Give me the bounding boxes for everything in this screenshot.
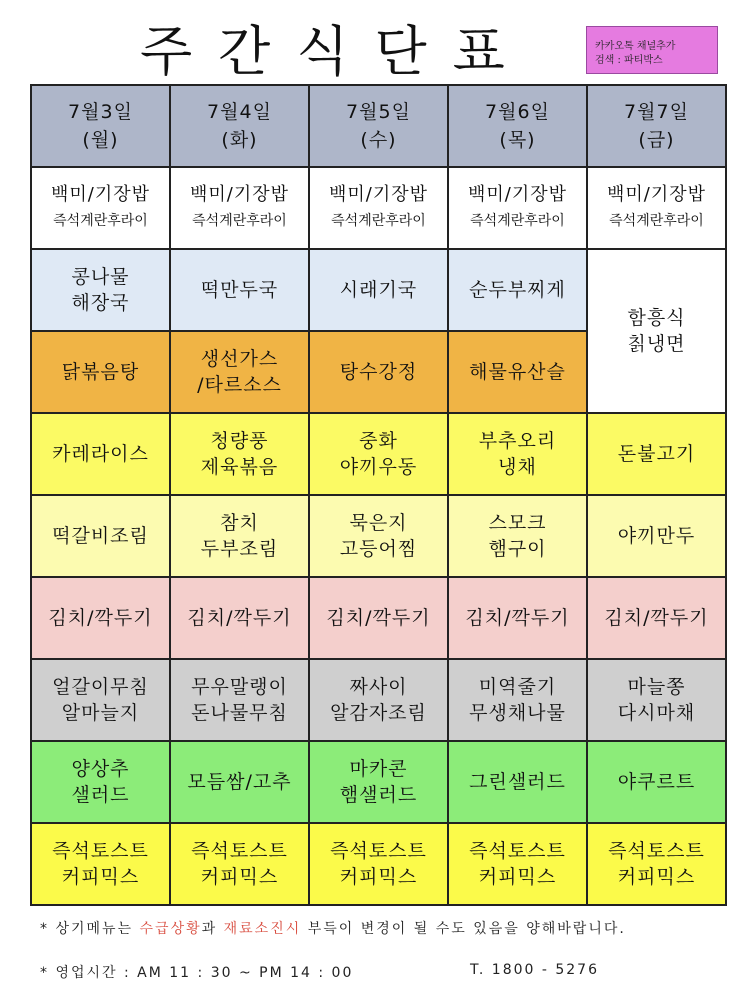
kakao-line-1: 카카오톡 채널추가 [595,41,676,52]
menu-line: 커피믹스 [339,866,418,888]
menu-line: 참치 [220,512,259,534]
menu-line: 닭볶음탕 [61,361,140,383]
day-date: 7월4일 [207,101,272,123]
menu-cell-side [32,496,171,578]
menu-line: 카레라이스 [52,443,149,465]
day-date: 7월3일 [68,101,133,123]
menu-line: 부추오리 [478,430,557,452]
menu-cell-salad [588,742,727,824]
menu-cell-toast [310,824,449,906]
menu-cell-salad [449,742,588,824]
menu-line: 마늘쫑 [627,676,686,698]
menu-line: 백미/기장밥 [189,184,289,205]
menu-line: 백미/기장밥 [50,184,150,205]
menu-line: 야끼만두 [617,525,696,547]
menu-cell-side [310,496,449,578]
day-date: 7월6일 [485,101,550,123]
menu-line: 커피믹스 [200,866,279,888]
menu-cell-main [310,332,449,414]
menu-cell-friday-special [588,250,727,414]
menu-line: /타르소스 [197,374,282,396]
menu-cell-main2 [32,414,171,496]
menu-cell-rice [588,168,727,250]
menu-cell-kimchi [310,578,449,660]
menu-line: 즉석계란후라이 [609,213,704,229]
menu-line: 샐러드 [71,784,130,806]
menu-line: 알마늘지 [61,702,140,724]
menu-line: 스모크 [488,512,547,534]
menu-line: 백미/기장밥 [467,184,567,205]
menu-cell-toast [32,824,171,906]
menu-line: 순두부찌게 [469,279,566,301]
menu-line: 커피믹스 [617,866,696,888]
menu-line: 김치/깍두기 [187,607,292,629]
menu-cell-side [588,496,727,578]
menu-line: 두부조림 [200,538,279,560]
menu-line: 떡갈비조림 [52,525,149,547]
day-header-fri [588,86,727,168]
notice-line [40,918,626,938]
menu-line: 햄샐러드 [339,784,418,806]
menu-cell-kimchi [32,578,171,660]
menu-line: 제육볶음 [200,456,279,478]
menu-line: 해장국 [71,292,130,314]
menu-line: 즉석토스트 [191,840,288,862]
menu-line: 즉석계란후라이 [470,213,565,229]
menu-cell-soup [171,250,310,332]
menu-line: 즉석토스트 [608,840,705,862]
phone-number: T. 1800 - 5276 [470,962,600,978]
menu-line: 김치/깍두기 [326,607,431,629]
menu-line: 마카콘 [349,758,408,780]
day-of-week: (월) [82,129,119,151]
menu-cell-main [32,332,171,414]
kakao-channel-badge [586,26,718,74]
menu-table [30,84,727,906]
menu-line: 짜사이 [349,676,408,698]
menu-line: 즉석토스트 [469,840,566,862]
menu-line: 칡냉면 [627,333,686,355]
menu-cell-main2 [449,414,588,496]
menu-cell-toast [588,824,727,906]
menu-line: 시래기국 [339,279,418,301]
menu-line: 그린샐러드 [469,771,566,793]
menu-line: 야끼우동 [339,456,418,478]
menu-cell-side2 [588,660,727,742]
menu-line: 커피믹스 [478,866,557,888]
menu-cell-salad [171,742,310,824]
day-of-week: (화) [221,129,258,151]
notice-text: 부득이 변경이 될 수도 있음을 양해바랍니다. [301,921,626,937]
menu-cell-soup [32,250,171,332]
page-title: 주간식단표 [140,20,531,83]
day-header-tue [171,86,310,168]
day-of-week: (금) [638,129,675,151]
menu-cell-toast [171,824,310,906]
menu-cell-side [449,496,588,578]
notice-highlight: 수급상황 [139,921,202,937]
menu-line: 다시마채 [617,702,696,724]
menu-line: 얼갈이무침 [52,676,149,698]
menu-line: 콩나물 [71,266,130,288]
menu-cell-side2 [449,660,588,742]
menu-cell-side2 [32,660,171,742]
menu-line: 백미/기장밥 [606,184,706,205]
menu-cell-side [171,496,310,578]
menu-cell-side2 [310,660,449,742]
menu-line: 떡만두국 [200,279,279,301]
menu-cell-main2 [588,414,727,496]
menu-line: 냉채 [498,456,537,478]
menu-line: 돈불고기 [617,443,696,465]
menu-cell-kimchi [588,578,727,660]
menu-line: 햄구이 [488,538,547,560]
menu-line: 즉석계란후라이 [53,213,148,229]
menu-cell-kimchi [449,578,588,660]
menu-line: 김치/깍두기 [465,607,570,629]
day-header-wed [310,86,449,168]
menu-line: 고등어찜 [339,538,418,560]
menu-line: 즉석토스트 [52,840,149,862]
menu-cell-salad [310,742,449,824]
menu-cell-side2 [171,660,310,742]
menu-cell-toast [449,824,588,906]
menu-cell-rice [171,168,310,250]
menu-line: 묵은지 [349,512,408,534]
menu-line: 함흥식 [627,307,686,329]
menu-cell-soup [310,250,449,332]
menu-cell-main [449,332,588,414]
menu-cell-main2 [171,414,310,496]
menu-cell-kimchi [171,578,310,660]
menu-line: 즉석계란후라이 [331,213,426,229]
menu-line: 탕수강정 [339,361,418,383]
menu-cell-rice [310,168,449,250]
day-header-mon [32,86,171,168]
menu-cell-soup [449,250,588,332]
notice-text: * 상기메뉴는 [40,921,140,937]
menu-line: 돈나물무침 [191,702,288,724]
menu-cell-rice [32,168,171,250]
menu-cell-main2 [310,414,449,496]
menu-line: 알감자조림 [330,702,427,724]
menu-cell-rice [449,168,588,250]
menu-line: 즉석계란후라이 [192,213,287,229]
menu-line: 양상추 [71,758,130,780]
day-date: 7월7일 [624,101,689,123]
menu-line: 김치/깍두기 [48,607,153,629]
menu-line: 백미/기장밥 [328,184,428,205]
menu-line: 김치/깍두기 [604,607,709,629]
business-hours: * 영업시간 : AM 11 : 30 ~ PM 14 : 00 [40,965,354,981]
menu-cell-salad [32,742,171,824]
kakao-line-2: 검색 : 파티박스 [595,55,663,66]
notice-highlight: 재료소진시 [223,921,302,937]
day-date: 7월5일 [346,101,411,123]
menu-line: 청량풍 [210,430,269,452]
menu-line: 생선가스 [200,348,279,370]
menu-line: 무우말랭이 [191,676,288,698]
menu-line: 커피믹스 [61,866,140,888]
day-of-week: (목) [499,129,536,151]
menu-line: 무생채나물 [469,702,566,724]
menu-line: 즉석토스트 [330,840,427,862]
menu-cell-main [171,332,310,414]
day-header-thu [449,86,588,168]
day-of-week: (수) [360,129,397,151]
menu-line: 해물유산슬 [469,361,566,383]
menu-line: 야쿠르트 [617,771,696,793]
menu-line: 모듬쌈/고추 [187,771,292,793]
menu-line: 미역줄기 [478,676,557,698]
notice-text: 과 [201,921,224,937]
menu-line: 중화 [359,430,398,452]
